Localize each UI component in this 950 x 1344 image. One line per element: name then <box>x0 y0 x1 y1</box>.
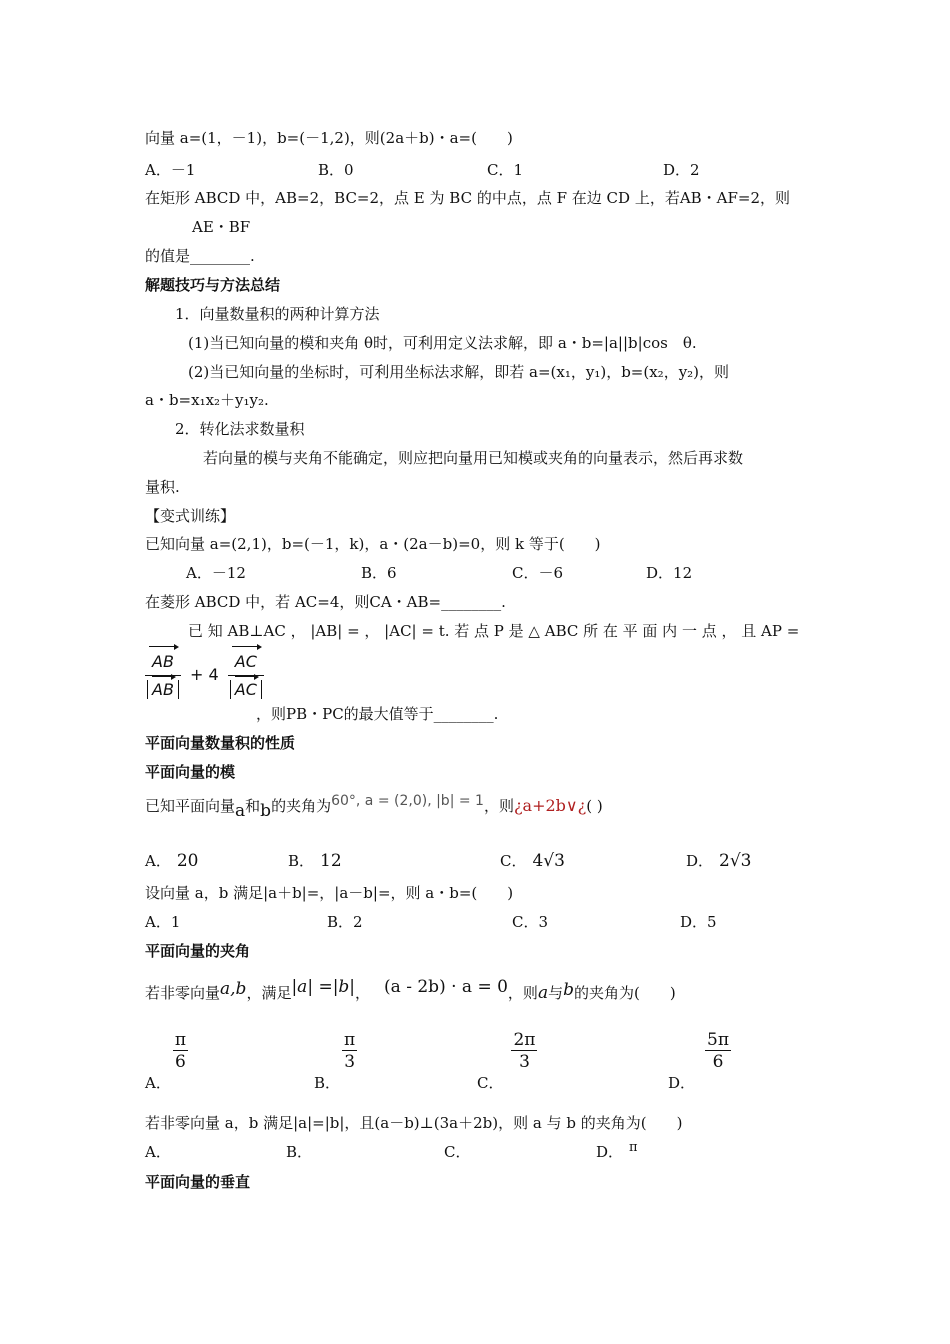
angle-q2-value-d: π <box>629 1140 638 1155</box>
practice-q3-tail: ，则PB・PC的最大值等于________. <box>256 705 499 723</box>
modulus-q2-stem: 设向量 a，b 满足|a＋b|=，|a－b|=，则 a・b=( ) <box>145 884 514 902</box>
practice-q2-stem: 在菱形 ABCD 中，若 AC=4，则CA・AB=________. <box>145 593 506 611</box>
angle-q1-den-a: 6 <box>175 1052 186 1072</box>
angle-q1-option-c: C． $\frac{2\pi}{3}$ <box>477 1030 536 1092</box>
angle-q1-num-d: 5π <box>707 1030 730 1050</box>
vector-ab-denominator: AB <box>152 680 174 699</box>
angle-q1-option-a: A． $\frac{\pi}{6}$ <box>145 1030 187 1092</box>
angle-q1-with: 与 <box>548 984 564 1002</box>
modulus-q1-option-d: D． 2√3 <box>686 851 752 871</box>
q2-stem-cont: AE・BF <box>192 218 251 236</box>
unit-vector-ac <box>228 650 264 699</box>
practice-q1-option-b: B．6 <box>361 564 397 582</box>
section-properties-title: 平面向量数量积的性质 <box>145 734 296 752</box>
angle-q2-option-b: B． <box>286 1143 313 1161</box>
summary-item2a: 若向量的模与夹角不能确定，则应把向量用已知模或夹角的向量表示，然后再求数 <box>203 449 744 467</box>
summary-item1: 1．向量数量积的两种计算方法 <box>175 305 380 323</box>
vector-ac-denominator: AC <box>234 680 257 699</box>
modulus-q1-option-a: A． 20 <box>145 851 199 871</box>
modulus-q1-text-a: 已知平面向量 <box>145 797 236 815</box>
angle-q1-a: a <box>537 983 549 1003</box>
modulus-q1-a: a <box>235 801 246 821</box>
modulus-q1-option-c: C． 4√3 <box>500 851 565 871</box>
angle-q1-text-d: 的夹角为( ) <box>573 984 676 1002</box>
practice-q1-option-c: C．－6 <box>512 564 564 582</box>
modulus-q1-and: 和 <box>245 797 261 815</box>
q1-option-d: D．2 <box>663 161 700 179</box>
angle-q1-text-c: ，则 <box>507 984 538 1002</box>
angle-q1-den-d: 6 <box>712 1052 724 1072</box>
summary-item1a: (1)当已知向量的模和夹角 θ时，可利用定义法求解，即 a・b=|a||b|cos θ. <box>188 334 697 352</box>
q1-option-b: B．0 <box>318 161 354 179</box>
q2-stem-end: 的值是________. <box>145 247 255 265</box>
summary-item1b-cont: a・b=x₁x₂＋y₁y₂. <box>145 391 269 409</box>
modulus-q1-text-b: 的夹角为 <box>271 797 332 815</box>
angle-q1-num-b: π <box>344 1030 356 1050</box>
modulus-q2-option-a: A．1 <box>145 913 181 931</box>
vector-ac-numerator: AC <box>234 652 257 671</box>
unit-vector-ab <box>145 650 181 699</box>
modulus-q1-value-b: 12 <box>320 851 342 871</box>
q2-stem: 在矩形 ABCD 中，AB=2，BC=2，点 E 为 BC 的中点，点 F 在边 CD 上，若AB・AF=2，则 <box>145 189 791 207</box>
practice-q3-vector-expression <box>145 650 264 699</box>
angle-q1-condition-1: |a| =|b| <box>291 977 356 997</box>
practice-title: 【变式训练】 <box>145 507 236 525</box>
angle-q1-stem <box>145 977 676 1003</box>
angle-q1-text-b: ，满足 <box>246 984 292 1002</box>
modulus-q2-option-d: D．5 <box>680 913 717 931</box>
angle-q1-den-b: 3 <box>344 1052 356 1072</box>
modulus-q2-option-c: C．3 <box>512 913 549 931</box>
angle-q1-den-c: 3 <box>519 1052 530 1072</box>
angle-q2-option-a: A． <box>145 1143 171 1161</box>
modulus-q1-value-c: 4√3 <box>532 851 565 871</box>
modulus-q1-expression: ¿a+2b∨¿ <box>513 796 587 815</box>
angle-q2-stem: 若非零向量 a，b 满足|a|=|b|，且(a－b)⊥(3a＋2b)，则 a 与 b 的夹角为( ) <box>145 1114 683 1132</box>
summary-item2: 2．转化法求数量积 <box>175 420 305 438</box>
practice-q1-stem: 已知向量 a=(2,1)，b=(－1，k)，a・(2a－b)=0，则 k 等于( ) <box>145 535 601 553</box>
angle-q1-option-b: B． $\frac{\pi}{3}$ <box>314 1030 356 1092</box>
angle-q1-sep: ， <box>355 984 371 1002</box>
q1-option-a: A．－1 <box>145 161 196 179</box>
modulus-q1-option-b: B． 12 <box>288 851 342 871</box>
angle-q1-text-a: 若非零向量 <box>145 984 221 1002</box>
angle-q1-num-a: π <box>174 1030 187 1050</box>
modulus-q1-value-d: 2√3 <box>719 851 752 871</box>
summary-item2a-cont: 量积. <box>145 478 180 496</box>
modulus-q2-option-b: B．2 <box>327 913 363 931</box>
modulus-q1-text-c: ，则 <box>483 797 514 815</box>
angle-q2-option-c: C． <box>444 1143 471 1161</box>
modulus-q1-text-d: ( ) <box>586 797 603 815</box>
modulus-q1-condition-image: 60°, a = (2,0), |b| = 1 <box>331 793 484 809</box>
practice-q1-option-a: A．－12 <box>186 564 246 582</box>
q1-option-c: C．1 <box>487 161 524 179</box>
modulus-q1-b: b <box>260 801 272 821</box>
practice-q3-stem: 已 知 AB⊥AC ， |AB| = ， |AC| = t. 若 点 P 是 △ ABC 所 在 平 面 内 一 点 ， 且 AP = <box>188 622 800 640</box>
angle-q1-option-d: D． $\frac{5\pi}{6}$ <box>668 1030 730 1092</box>
summary-title: 解题技巧与方法总结 <box>145 276 281 294</box>
q1-stem: 向量 a=(1，－1)，b=(－1,2)，则(2a＋b)・a=( ) <box>145 129 513 147</box>
plus-four: + 4 <box>190 665 219 684</box>
vector-ab-numerator: AB <box>152 652 174 671</box>
summary-item1b: (2)当已知向量的坐标时，可利用坐标法求解，即若 a=(x₁，y₁)，b=(x₂，y₂)，则 <box>188 363 730 381</box>
angle-q1-num-c: 2π <box>513 1030 536 1050</box>
modulus-q1-stem <box>145 793 603 821</box>
modulus-q1-value-a: 20 <box>176 851 199 871</box>
angle-q1-condition-2: (a - 2b) · a = 0 <box>384 977 508 997</box>
angle-q2-option-d: D． π <box>596 1140 638 1161</box>
section-perpendicular-title: 平面向量的垂直 <box>145 1173 251 1191</box>
angle-q1-ab: a,b <box>220 979 247 999</box>
angle-q1-b: b <box>563 980 574 1000</box>
section-angle-title: 平面向量的夹角 <box>145 942 251 960</box>
section-modulus-title: 平面向量的模 <box>145 763 236 781</box>
practice-q1-option-d: D．12 <box>646 564 693 582</box>
